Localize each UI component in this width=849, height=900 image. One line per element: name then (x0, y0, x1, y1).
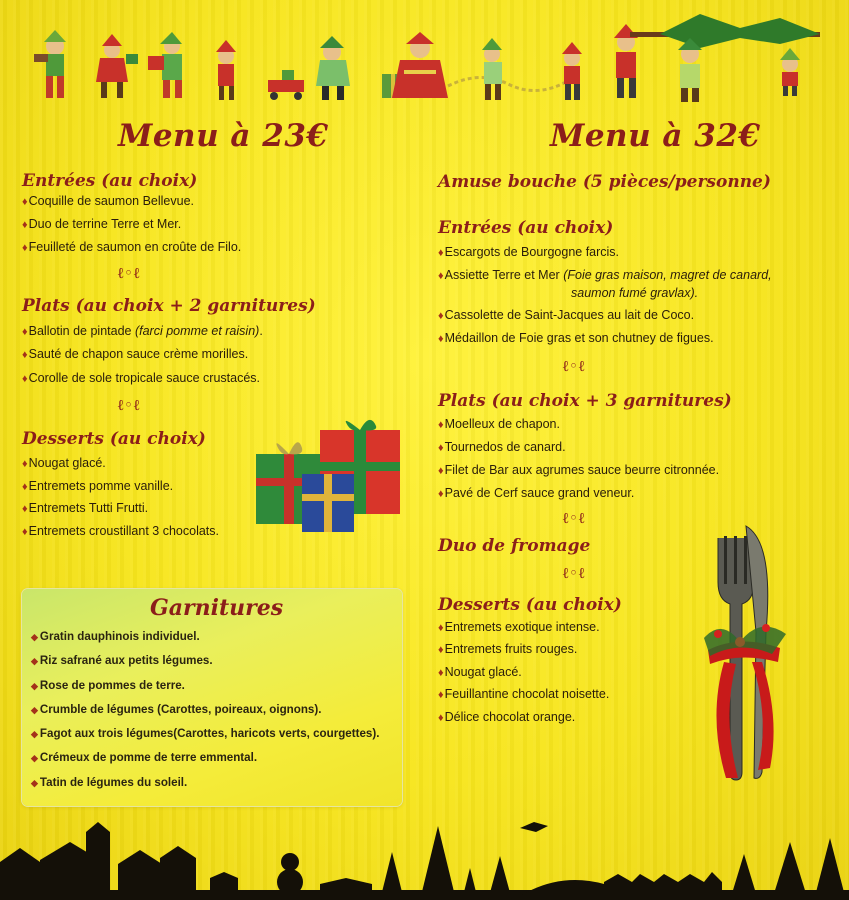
menu32-plat-item: ♦Filet de Bar aux agrumes sauce beurre citronnée. (438, 463, 720, 477)
drop-bullet-icon: ♦ (438, 333, 444, 345)
drop-bullet-icon: ♦ (22, 349, 28, 361)
garniture-item: ◆ Gratin dauphinois individuel. (31, 630, 200, 643)
menu32-entree-item: ♦Escargots de Bourgogne farcis. (438, 245, 620, 259)
menu23-entrees-title: Entrées (au choix) (22, 171, 198, 191)
bullet-icon: ◆ (31, 753, 38, 763)
garniture-item: ◆ Fagot aux trois légumes(Carottes, haricots verts, courgettes). (31, 727, 380, 740)
drop-bullet-icon: ♦ (438, 622, 444, 634)
drop-bullet-icon: ♦ (438, 270, 444, 282)
drop-bullet-icon: ♦ (22, 326, 28, 338)
bullet-icon: ◆ (31, 729, 38, 739)
drop-bullet-icon: ♦ (438, 465, 444, 477)
menu23-dessert-item: ♦Entremets Tutti Frutti. (22, 501, 149, 515)
bullet-icon: ◆ (31, 705, 38, 715)
menu32-plat-item: ♦Tournedos de canard. (438, 440, 566, 454)
elf-4 (216, 40, 236, 100)
drop-bullet-icon: ♦ (438, 488, 444, 500)
menu23-plats-title: Plats (au choix + 2 garnitures) (22, 296, 316, 316)
ornament-swirl-icon: ℓ◦ℓ (562, 564, 586, 582)
menu32-dessert-item: ♦Délice chocolat orange. (438, 710, 576, 724)
menu32-dessert-item: ♦Entremets fruits rouges. (438, 642, 578, 656)
garniture-item: ◆ Rose de pommes de terre. (31, 679, 185, 692)
drop-bullet-icon: ♦ (438, 689, 444, 701)
drop-bullet-icon: ♦ (22, 503, 28, 515)
menu23-plat-item: ♦Corolle de sole tropicale sauce crustacés. (22, 371, 260, 385)
menu23-plat-item: ♦Sauté de chapon sauce crème morilles. (22, 347, 249, 361)
drop-bullet-icon: ♦ (22, 481, 28, 493)
chimney-house (86, 822, 110, 900)
sleigh (520, 880, 604, 896)
bullet-icon: ◆ (31, 656, 38, 666)
menu32-title: Menu à 32€ (550, 118, 761, 154)
bullet-icon: ◆ (31, 681, 38, 691)
menu23-dessert-item: ♦Entremets pomme vanille. (22, 479, 174, 493)
garniture-item: ◆ Crémeux de pomme de terre emmental. (31, 751, 258, 764)
drop-bullet-icon: ♦ (438, 667, 444, 679)
menu32-entrees-title: Entrées (au choix) (438, 218, 614, 238)
drop-bullet-icon: ♦ (22, 458, 28, 470)
garnitures-title: Garnitures (150, 595, 284, 621)
menu23-entree-item: ♦Coquille de saumon Bellevue. (22, 194, 195, 208)
christmas-silhouette-illustration (0, 812, 849, 900)
reindeer (604, 872, 722, 892)
elf-2 (96, 34, 138, 98)
menu32-entree-note: saumon fumé gravlax). (571, 286, 699, 300)
elf-11 (780, 48, 800, 96)
menu23-dessert-item: ♦Entremets croustillant 3 chocolats. (22, 524, 219, 538)
drop-bullet-icon: ♦ (438, 712, 444, 724)
garniture-item: ◆ Crumble de légumes (Carottes, poireaux, oignons). (31, 703, 322, 716)
elf-8 (562, 42, 582, 100)
menu32-amuse-bouche: Amuse bouche (5 pièces/personne) (438, 172, 771, 192)
garnitures-panel (22, 589, 402, 806)
menu23-title: Menu à 23€ (118, 118, 329, 154)
ornament-swirl-icon: ℓ◦ℓ (562, 357, 586, 375)
menu32-dessert-item: ♦Nougat glacé. (438, 665, 522, 679)
bullet-icon: ◆ (31, 632, 38, 642)
elf-10 (678, 38, 702, 102)
menu23-desserts-title: Desserts (au choix) (22, 429, 206, 449)
house-1 (0, 848, 40, 900)
tree-1 (420, 826, 456, 900)
menu32-entree-item: ♦Cassolette de Saint-Jacques au lait de Coco. (438, 308, 695, 322)
drop-bullet-icon: ♦ (22, 196, 28, 208)
drop-bullet-icon: ♦ (438, 442, 444, 454)
menu23-plat-item: ♦Ballotin de pintade (farci pomme et raisin). (22, 324, 263, 338)
menu32-plat-item: ♦Moelleux de chapon. (438, 417, 560, 431)
menu32-entree-item: ♦Assiette Terre et Mer (Foie gras maison, magret de canard, (438, 268, 772, 282)
drop-bullet-icon: ♦ (22, 242, 28, 254)
menu32-plat-item: ♦Pavé de Cerf sauce grand veneur. (438, 486, 635, 500)
drop-bullet-icon: ♦ (22, 219, 28, 231)
gift-boxes-illustration (252, 418, 402, 538)
menu23-dessert-item: ♦Nougat glacé. (22, 456, 106, 470)
drop-bullet-icon: ♦ (438, 247, 444, 259)
menu32-dessert-item: ♦Feuillantine chocolat noisette. (438, 687, 610, 701)
menu32-desserts-title: Desserts (au choix) (438, 595, 622, 615)
drop-bullet-icon: ♦ (438, 310, 444, 322)
fork-knife-ribbon-illustration (700, 522, 790, 784)
gift-blue (302, 474, 354, 532)
drop-bullet-icon: ♦ (438, 644, 444, 656)
menu32-dessert-item: ♦Entremets exotique intense. (438, 620, 600, 634)
tree-2 (772, 842, 808, 900)
toy-train (268, 70, 304, 100)
bullet-icon: ◆ (31, 778, 38, 788)
elf-5 (316, 36, 350, 100)
menu32-plats-title: Plats (au choix + 3 garnitures) (438, 391, 732, 411)
menu32-entree-item: ♦Médaillon de Foie gras et son chutney de figues. (438, 331, 714, 345)
menu23-entree-item: ♦Feuilleté de saumon en croûte de Filo. (22, 240, 242, 254)
elf-1 (34, 30, 66, 98)
menu23-entree-item: ♦Duo de terrine Terre et Mer. (22, 217, 182, 231)
elf-6 (392, 32, 448, 98)
elf-3 (148, 32, 182, 98)
ornament-swirl-icon: ℓ◦ℓ (117, 264, 141, 282)
ornament-swirl-icon: ℓ◦ℓ (117, 396, 141, 414)
drop-bullet-icon: ♦ (22, 373, 28, 385)
menu32-fromage-title: Duo de fromage (438, 536, 591, 556)
elves-banner-illustration (0, 8, 849, 108)
garniture-item: ◆ Tatin de légumes du soleil. (31, 776, 188, 789)
ornament-swirl-icon: ℓ◦ℓ (562, 509, 586, 527)
drop-bullet-icon: ♦ (22, 526, 28, 538)
elf-7 (482, 38, 502, 100)
drop-bullet-icon: ♦ (438, 419, 444, 431)
garniture-item: ◆ Riz safrané aux petits légumes. (31, 654, 213, 667)
